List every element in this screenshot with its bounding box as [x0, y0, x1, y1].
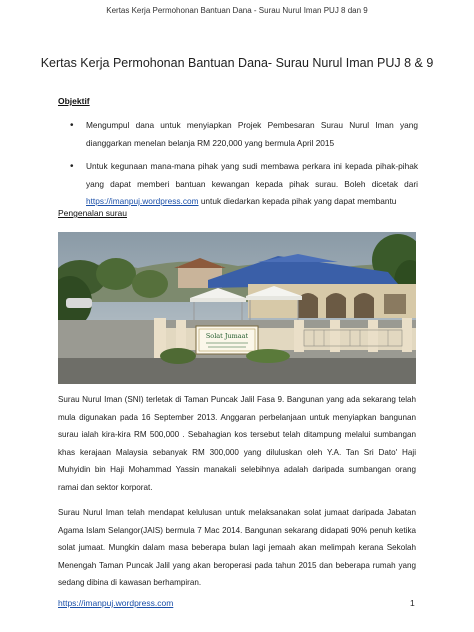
objektif-heading: Objektif: [58, 96, 90, 106]
footer-website-link[interactable]: https://imanpuj.wordpress.com: [58, 598, 174, 608]
surau-photo: [58, 232, 416, 384]
objective-list: [58, 117, 418, 217]
running-header: Kertas Kerja Permohonan Bantuan Dana - Surau Nurul Iman PUJ 8 dan 9: [106, 6, 368, 15]
paragraph-intro: Surau Nurul Iman (SNI) terletak di Taman Puncak Jalil Fasa 9. Bangunan yang ada sekarang telah mula digunakan pada 16 September 2013. Anggaran perbelanjaan untuk menyiapkan bangunan surau ialah kira-kira RM 500,000 . Sebahagian kos tersebut telah ditampung melalui sumbangan khas kerajaan Malaysia sebanyak RM 300,000 yang diluluskan oleh Y.A. Tan Sri Dato' Haji Muhyidin bin Haji Mohammad Yassin manakali selebihnya adalah daripada sumbangan orang ramai dan sektor korporat.: [58, 395, 416, 492]
bullet-icon: •: [70, 161, 74, 172]
list-item: [58, 158, 418, 211]
bullet-text: Mengumpul dana untuk menyiapkan Projek Pembesaran Surau Nurul Iman yang dianggarkan menelan belanja RM 220,000 yang bermula April 2015: [86, 120, 418, 148]
bullet-text: Untuk kegunaan mana-mana pihak yang sudi membawa perkara ini kepada pihak-pihak yang dapat memberi bantuan kewangan kepada pihak surau. Boleh dicetak dari: [86, 161, 418, 189]
website-link[interactable]: https://imanpuj.wordpress.com: [86, 196, 199, 206]
paragraph-jumaat: Surau Nurul Iman telah mendapat kelulusan untuk melaksanakan solat jumaat daripada Jabatan Agama Islam Selangor(JAIS) bermula 7 Mac 2014. Bangunan sekarang didapati 90% penuh ketika solat jumaat. Mungkin dalam masa beberapa bulan lagi jemaah akan melimpah kerana Sekolah Menengah Taman Puncak Jalil yang akan beroperasi pada tahun 2015 dan beberapa rumah yang sedang dibina di kawasan berhampiran.: [58, 508, 416, 587]
bullet-text-tail: untuk diedarkan kepada pihak yang dapat membantu: [198, 196, 397, 206]
signboard-text: Solat Jumaat: [205, 332, 249, 340]
pengenalan-heading: Pengenalan surau: [58, 208, 128, 218]
list-item: [58, 117, 418, 152]
page-number: 1: [410, 598, 415, 608]
bullet-icon: •: [70, 120, 74, 131]
document-title: Kertas Kerja Permohonan Bantuan Dana- Surau Nurul Iman PUJ 8 & 9: [40, 56, 434, 70]
